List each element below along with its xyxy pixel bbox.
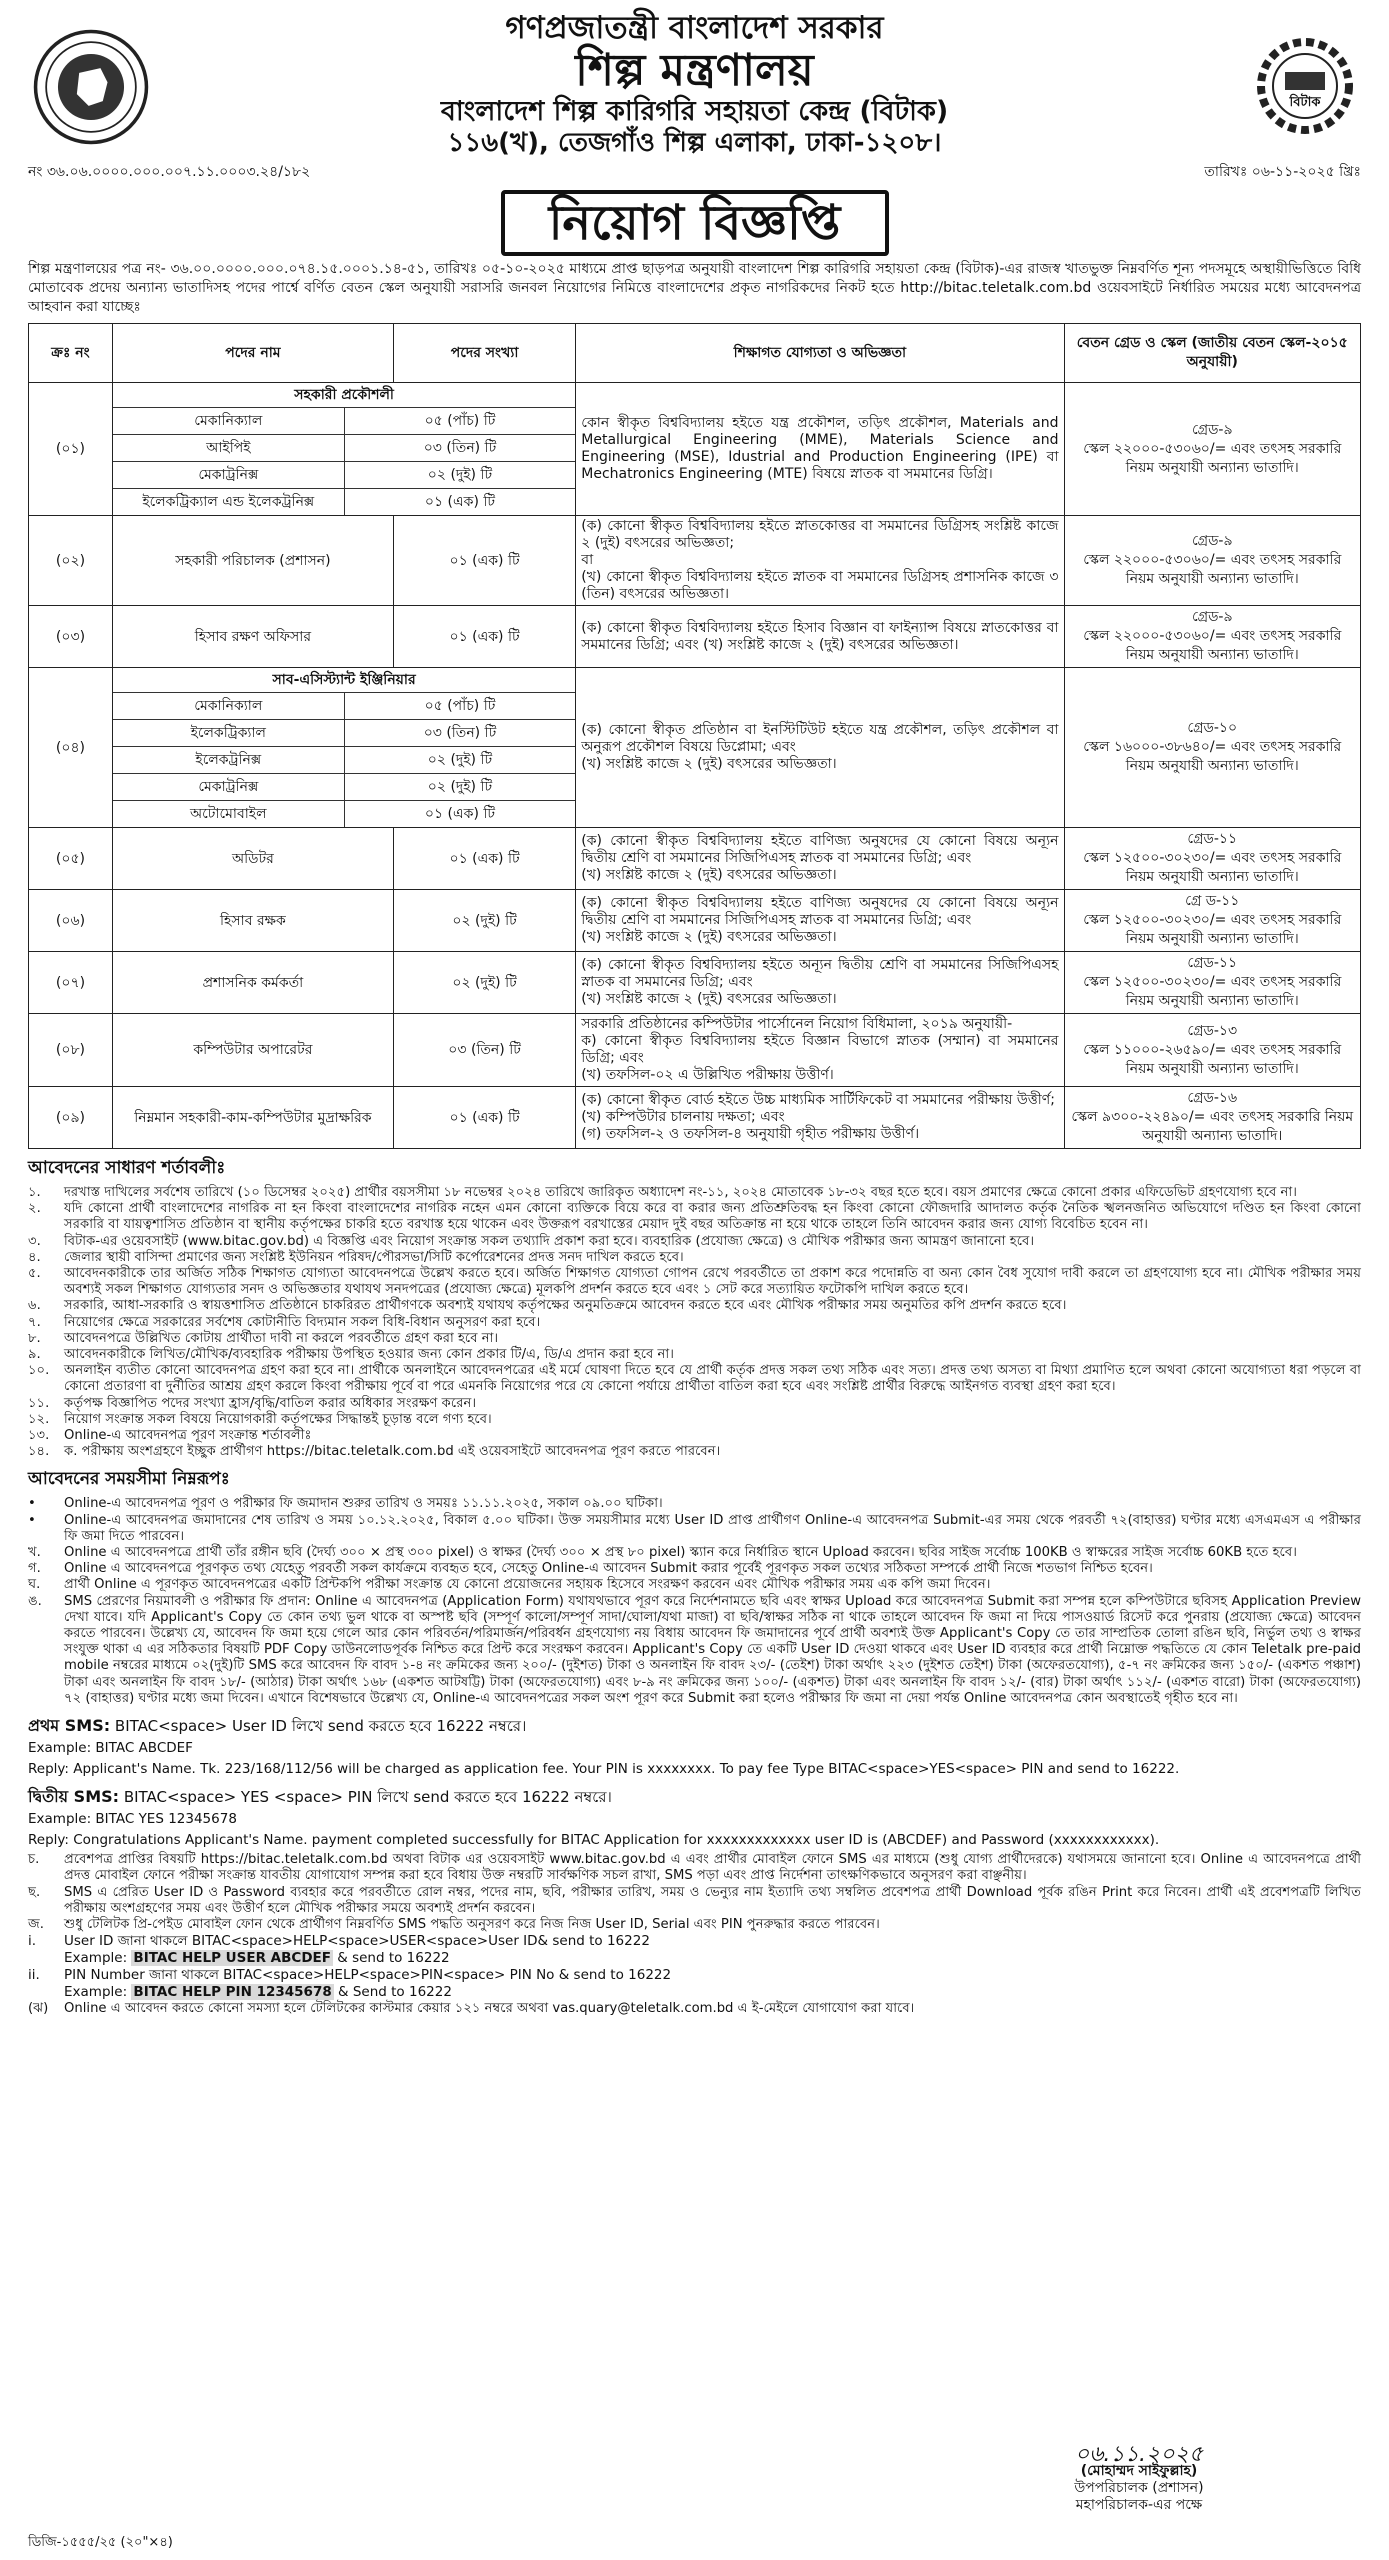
sms1-example: Example: BITAC ABCDEF (28, 1740, 193, 1757)
table-row (29, 516, 1361, 606)
list-item-number: ৭. (28, 1314, 41, 1330)
list-item-number: ২. (28, 1201, 41, 1217)
subitem-name: ইলেকট্রিক্যাল এন্ড ইলেকট্রনিক্স (142, 494, 315, 510)
sms1-label: প্রথম SMS: (28, 1716, 111, 1736)
conditions-heading: আবেদনের সাধারণ শর্তাবলীঃ (28, 1158, 226, 1178)
list-item-number: ৯. (28, 1347, 41, 1363)
sms1-reply: Reply: Applicant's Name. Tk. 223/168/112/56 will be charged as application fee. Your PIN is xxxxxxxx. To pay fee Type BITAC<space>YES<space> PIN and send to 16222. (28, 1761, 1180, 1778)
table-row (29, 606, 1361, 668)
list-item-number: ৪. (28, 1249, 41, 1265)
post-subitem (113, 435, 575, 462)
table-row (29, 383, 1361, 516)
bitac-logo-text: বিটাক (1289, 95, 1321, 110)
subitem-name: মেকানিক্যাল (194, 413, 263, 429)
sms2-label: দ্বিতীয় SMS: (28, 1787, 120, 1807)
intro-paragraph: শিল্প মন্ত্রণালয়ের পত্র নং- ৩৬.০০.০০০০.০০০.০৭৪.১৫.০০০১.১৪-৫১, তারিখঃ ০৫-১০-২০২৫ মাধ্যমে প্রাপ্ত ছাড়পত্র অনুযায়ী বাংলাদেশ শিল্প কারিগরি সহায়তা কেন্দ্র (বিটাক)-এর রাজস্ব খাতভুক্ত নিম্নবর্ণিত শূন্য পদসমূহে অস্থায়ীভিত্তিতে বিধি মোতাবেক প্রদেয় অন্যান্য ভাতাদিসহ পদের পার্শ্বে বর্ণিত বেতন স্কেল অনুযায়ী সরাসরি জনবল নিয়োগের নিমিত্তে বাংলাদেশের প্রকৃত নাগরিকদের নিকট হতে http://bitac.teletalk.com.bd ওয়েবসাইটে নির্ধারিত সময়ের মধ্যে আবেদনপত্র আহবান করা যাচ্ছেঃ (28, 261, 1361, 315)
list-item-text: আবেদনপত্রে উল্লিখিত কোটায় প্রার্থীতা দাবী না করলে পরবর্তীতে গ্রহণ করা হবে না। (64, 1330, 499, 1346)
after-list (28, 1852, 1361, 1933)
helpline-text: Online এ আবেদন করতে কোনো সমস্যা হলে টেলিটকের কাস্টমার কেয়ার ১২১ নম্বরে অথবা vas.quary@teletalk.com.bd এ ই-মেইলে যোগাযোগ করা যাবে। (64, 2001, 915, 2017)
timeline-list (28, 1496, 1361, 1707)
list-item (28, 1298, 1361, 1314)
post-subitem (113, 747, 575, 774)
list-item-number: খ. (28, 1545, 41, 1561)
list-item-number: ১১. (28, 1395, 50, 1411)
list-item-number: ৬. (28, 1298, 41, 1314)
cell-post-name: প্রশাসনিক কর্মকর্তা (112, 952, 393, 1014)
cell-post-count: ০২ (দুই) টি (393, 890, 575, 952)
cell-qualification: (ক) কোনো স্বীকৃত বিশ্ববিদ্যালয় হইতে বাণিজ্য অনুষদের যে কোনো বিষয়ে অন্যূন দ্বিতীয় শ্রেণি বা সমমানের সিজিপিএসহ স্নাতক বা সমমানের ডিগ্রি; এবং (খ) সংশ্লিষ্ট কাজে ২ (দুই) বৎসরের অভিজ্ঞতা। (576, 828, 1064, 890)
cell-serial: (০৯) (29, 1087, 113, 1149)
letterhead (28, 10, 1361, 160)
list-item-text: নিয়োগের ক্ষেত্রে সরকারের সর্বশেষ কোটানীতি বিদ্যমান সকল বিধি-বিধান অনুসরণ করা হবে। (64, 1314, 541, 1330)
conditions-list (28, 1185, 1361, 1460)
subitem-count: ০২ (দুই) টি (344, 462, 576, 488)
list-item-number: ১. (28, 1185, 41, 1200)
post-subitem (113, 693, 575, 720)
list-item-text: প্রবেশপত্র প্রাপ্তির বিষয়টি https://bitac.teletalk.com.bd অথবা বিটাক এর ওয়েবসাইট www.bitac.gov.bd এ এবং প্রার্থীর মোবাইল ফোনে SMS এর মাধ্যমে (শুধু যোগ্য প্রার্থীদেরকে) যথাসময়ে জানানো হবে। Online এ আবেদনপত্রে প্রার্থী প্রদত্ত মোবাইল ফোনে পরীক্ষা সংক্রান্ত যাবতীয় যোগাযোগ সম্পন্ন করা হবে বিধায় উক্ত নম্বরটি সার্বক্ষণিক সচল রাখা, SMS পড়া এবং প্রাপ্ত নির্দেশনা তাৎক্ষণিকভাবে অনুসরণ করা বাঞ্ছনীয়। (64, 1852, 1361, 1884)
cell-grade: গ্রেড-১১ স্কেল ১২৫০০-৩০২৩০/= এবং তৎসহ সরকারি নিয়ম অনুযায়ী অন্যান্য ভাতাদি। (1064, 828, 1361, 890)
list-item-text: দরখাস্ত দাখিলের সর্বশেষ তারিখে (১০ ডিসেম্বর ২০২৫) প্রার্থীর বয়সসীমা ১৮ নভেম্বর ২০২৪ তারিখে জারিকৃত অধ্যাদেশ নং-১১, ২০২৪ মোতাবেক ১৮-৩২ বছর হতে হবে। বয়স প্রমাণের ক্ষেত্রে কোনো প্রকার এফিডেভিট গ্রহণযোগ্য হবে না। (64, 1185, 1297, 1200)
list-item-number: ৫. (28, 1266, 41, 1282)
sms2-reply: Reply: Congratulations Applicant's Name. payment completed successfully for BITAC Application for xxxxxxxxxxxxx user ID is (ABCDEF) and Password (xxxxxxxxxxxx). (28, 1832, 1160, 1849)
list-item (28, 1545, 1361, 1561)
help-user-line: User ID জানা থাকলে BITAC<space>HELP<space>USER<space>User ID& send to 16222 (64, 1933, 650, 1950)
list-item (28, 1428, 1361, 1444)
helpline-item: (ঝ) Online এ আবেদন করতে কোনো সমস্যা হলে টেলিটকের কাস্টমার কেয়ার ১২১ নম্বরে অথবা vas.quary@teletalk.com.bd এ ই-মেইলে যোগাযোগ করা যাবে। (28, 2001, 1361, 2017)
cell-grade: গ্রেড-১০ স্কেল ১৬০০০-৩৮৬৪০/= এবং তৎসহ সরকারি নিয়ম অনুযায়ী অন্যান্য ভাতাদি। (1064, 668, 1361, 828)
post-group-title: সহকারী প্রকৌশলী (113, 383, 575, 408)
posts-table-body (29, 383, 1361, 1149)
subitem-count: ০২ (দুই) টি (344, 774, 576, 800)
cell-grade: গ্রে ড-১১ স্কেল ১২৫০০-৩০২৩০/= এবং তৎসহ সরকারি নিয়ম অনুযায়ী অন্যান্য ভাতাদি। (1064, 890, 1361, 952)
cell-serial: (০৪) (29, 668, 113, 828)
post-subitem (113, 720, 575, 747)
table-row (29, 890, 1361, 952)
list-item (28, 1561, 1361, 1577)
print-code: ডিজি-১৫৫৫/২৫ (২০"×৪) (28, 2535, 173, 2550)
list-item-text: Online-এ আবেদনপত্র জমাদানের শেষ তারিখ ও সময় ১০.১২.২০২৫, বিকাল ৫.০০ ঘটিকা। উক্ত সময়সীমার মধ্যে User ID প্রাপ্ত প্রার্থীগণ Online-এ আবেদনপত্র Submit-এর সময় থেকে পরবর্তী ৭২(বাহাত্তর) ঘণ্টার মধ্যে এসএমএস এ পরীক্ষার ফি জমা দিতে পারবেন। (64, 1512, 1361, 1544)
list-item-number: চ. (28, 1852, 40, 1868)
col-post-count: পদের সংখ্যা (393, 324, 575, 383)
col-qualification: শিক্ষাগত যোগ্যতা ও অভিজ্ঞতা (576, 324, 1064, 383)
list-item (28, 1201, 1361, 1233)
list-item-number: ১২. (28, 1411, 50, 1427)
list-item-text: SMS প্রেরণের নিয়মাবলী ও পরীক্ষার ফি প্রদান: Online এ আবেদনপত্র (Application Form) যথাযথভাবে পূরণ করে নির্দেশনামতে ছবি এবং স্বাক্ষর Upload করে আবেদনপত্র Submit করা সম্পন্ন হলে কম্পিউটারে ছবিসহ Application Preview দেখা যাবে। যদি Applicant's Copy তে কোন তথ্য ভুল থাকে বা অস্পষ্ট ছবি (সম্পূর্ণ কালো/সম্পূর্ণ সাদা/ঘোলা/যথা মাজা) বা ছবি/স্বাক্ষর সঠিক না থাকে তাহলে আবেদন ফি জমা না দিয়ে পাসওয়ার্ড রিসেট করে পুনরায় (প্রযোজ্য ক্ষেত্রে) আবেদন করতে পারবেন। উল্লেখ্য যে, আবেদন ফি জমা হয়ে গেলে আর কোন পরিবর্তন/পরিমার্জন/পরিবর্ধন গ্রহণযোগ্য নয় বিধায় আবেদন ফি জমাদানের পূর্বে প্রার্থী অবশ্যই উক্ত Applicant's Copy তে তার সাম্প্রতিক তোলা রঙিন ছবি, নির্ভুল তথ্য ও স্বাক্ষর সংযুক্ত থাকা এ এর সঠিকতার বিষয়টি PDF Copy ডাউনলোডপূর্বক নিশ্চিত করে প্রিন্ট করে সংরক্ষণ করবেন। Applicant's Copy তে একটি User ID দেওয়া থাকবে এবং User ID ব্যবহার করে প্রার্থী নিম্নোক্ত পদ্ধতিতে যে কোন Teletalk pre-paid mobile নম্বরের মাধ্যমে ০২(দুই)টি SMS করে আবেদন ফি বাবদ ১-৪ নং ক্রমিকের জন্য ২০০/- (দুইশত) টাকা ও অনলাইন ফি বাবদ ২৩/- (তেইশ) টাকা অর্থাৎ ২২৩ (দুইশত তেইশ) টাকা (অফেরতযোগ্য), ৫-৭ নং ক্রমিকের জন্য ১৫০/- (একশত পঞ্চাশ) টাকা এবং অনলাইন ফি বাবদ ১৮/- (আঠার) টাকা অর্থাৎ ১৬৮ (একশত আটষট্টি) টাকা (অফেরতযোগ্য) এবং ৮-৯ নং ক্রমিকের জন্য ১০০/- (একশত) টাকা এবং অনলাইন ফি বাবদ ১২/- (বার) টাকা অর্থাৎ ১১২/- (একশত বারো) টাকা (অফেরতযোগ্য) ৭২ (বাহাত্তর) ঘণ্টার মধ্যে জমা দিবেন। এখানে বিশেষভাবে উল্লেখ্য যে, Online-এ আবেদনপত্রের সকল অংশ পূরণ করে Submit করা হলেও পরীক্ষার ফি জমা না দেয়া পর্যন্ত Online আবেদনপত্র কোন অবস্থাতেই গৃহীত হবে না। (64, 1593, 1361, 1706)
list-item (28, 1347, 1361, 1363)
cell-grade: গ্রেড-৯ স্কেল ২২০০০-৫৩০৬০/= এবং তৎসহ সরকারি নিয়ম অনুযায়ী অন্যান্য ভাতাদি। (1064, 606, 1361, 668)
government-seal-icon (32, 28, 150, 146)
list-item-number: ঙ. (28, 1593, 42, 1609)
subitem-name: মেকাট্রনিক্স (198, 467, 259, 483)
list-item-number: ৮. (28, 1330, 41, 1346)
help-user-item: i. User ID জানা থাকলে BITAC<space>HELP<space>USER<space>User ID& send to 16222 Example: BITAC HELP USER ABCDEF & send to 16222 (28, 1933, 650, 1967)
subitem-count: ০১ (এক) টি (344, 489, 576, 515)
list-item-text: SMS এ প্রেরিত User ID ও Password ব্যবহার করে পরবর্তীতে রোল নম্বর, পদের নাম, ছবি, পরীক্ষার তারিখ, সময় ও ভেন্যুর নাম ইত্যাদি তথ্য সম্বলিত প্রবেশপত্র প্রার্থী Download পূর্বক রঙিন Print করে নিবেন। প্রার্থী এই প্রবেশপত্রটি লিখিত পরীক্ষায় অংশগ্রহণের সময় এবং উত্তীর্ণ হলে মৌখিক পরীক্ষার সময়ে অবশ্যই প্রদর্শন করবেন। (64, 1884, 1361, 1916)
bitac-logo-icon (1255, 36, 1355, 136)
cell-post-name: সহকারী পরিচালক (প্রশাসন) (112, 516, 393, 606)
sms1-block (28, 1713, 1361, 1740)
list-item (28, 1577, 1361, 1593)
cell-post-name: কম্পিউটার অপারেটর (112, 1014, 393, 1087)
list-item (28, 1412, 1361, 1428)
list-item (28, 1234, 1361, 1250)
cell-serial: (০১) (29, 383, 113, 516)
list-item-text: Online এ আবেদনপত্রে প্রার্থী তাঁর রঙ্গীন ছবি (দৈর্ঘ্য ৩০০ × প্রস্থ ৩০০ pixel) ও স্বাক্ষর (দৈর্ঘ্য ৩০০ × প্রস্থ ৮০ pixel) স্ক্যান করে নির্ধারিত স্থানে Upload করবেন। ছবির সাইজ সর্বোচ্চ 100KB ও স্বাক্ষরের সাইজ সর্বোচ্চ 60KB হতে হবে। (64, 1545, 1297, 1561)
table-row (29, 1014, 1361, 1087)
cell-serial: (০৮) (29, 1014, 113, 1087)
list-item-text: Online-এ আবেদনপত্র পূরণ ও পরীক্ষার ফি জমাদান শুরুর তারিখ ও সময়ঃ ১১.১১.২০২৫, সকাল ০৯.০০ ঘটিকা। (64, 1496, 663, 1512)
cell-qualification: (ক) কোনো স্বীকৃত বিশ্ববিদ্যালয় হইতে বাণিজ্য অনুষদের যে কোনো বিষয়ে অন্যূন দ্বিতীয় শ্রেণি বা সমমানের সিজিপিএসহ স্নাতক বা সমমানের ডিগ্রি; এবং (খ) সংশ্লিষ্ট কাজে ২ (দুই) বৎসরের অভিজ্ঞতা। (576, 890, 1064, 952)
list-item-text: আবেদনকারীকে তার অর্জিত সঠিক শিক্ষাগত যোগ্যতা আবেদনপত্রে উল্লেখ করতে হবে। অর্জিত শিক্ষাগত যোগ্যতা গোপন রেখে পরবর্তীতে তা প্রকাশ করে পদোন্নতি বা অন্য কোন বৈধ সুযোগ দাবী করলে তা গ্রহণযোগ্য হবে না। মৌখিক পরীক্ষার সময় অবশ্যই সকল শিক্ষাগত যোগ্যতার সনদ ও অভিজ্ঞতার যথাযথ সনদপত্রের (প্রযোজ্য ক্ষেত্রে) মূলকপি প্রদর্শন করতে হবে এবং ১ সেট করে সত্যায়িত ফটোকপি দাখিল করতে হবে। (64, 1266, 1361, 1298)
list-item-number: ১৪. (28, 1444, 50, 1460)
ministry-name: শিল্প মন্ত্রণালয় (575, 45, 814, 96)
header-line1: গণপ্রজাতন্ত্রী বাংলাদেশ সরকার (505, 10, 884, 46)
cell-post-name: অডিটর (112, 828, 393, 890)
help-pin-line: PIN Number জানা থাকলে BITAC<space>HELP<space>PIN<space> PIN No & send to 16222 (64, 1967, 672, 1984)
list-item-number: • (28, 1496, 36, 1512)
cell-post-count: ০১ (এক) টি (393, 1087, 575, 1149)
notice-title: নিয়োগ বিজ্ঞপ্তি (501, 190, 889, 256)
cell-grade: গ্রেড-১৩ স্কেল ১১০০০-২৬৫৯০/= এবং তৎসহ সরকারি নিয়ম অনুযায়ী অন্যান্য ভাতাদি। (1064, 1014, 1361, 1087)
list-item (28, 1496, 1361, 1512)
cell-post-count: ০৩ (তিন) টি (393, 1014, 575, 1087)
cell-qualification: সরকারি প্রতিষ্ঠানের কম্পিউটার পার্সোনেল নিয়োগ বিধিমালা, ২০১৯ অনুযায়ী- ক) কোনো স্বীকৃত বিশ্ববিদ্যালয় হইতে বিজ্ঞান বিভাগে স্নাতক (সম্মান) বা সমমানের ডিগ্রি; এবং (খ) তফসিল-০২ এ উল্লিখিত পরীক্ষায় উত্তীর্ণ। (576, 1014, 1064, 1087)
list-item-text: অনলাইন ব্যতীত কোনো আবেদনপত্র গ্রহণ করা হবে না। প্রার্থীকে অনলাইনে আবেদনপত্রের এই মর্মে ঘোষণা দিতে হবে যে প্রার্থী কর্তৃক প্রদত্ত সকল তথ্য সঠিক এবং সত্য। প্রদত্ত তথ্য অসত্য বা মিথ্যা প্রমাণিত হলে অথবা কোনো অযোগ্যতা ধরা পড়লে বা কোনো প্রতারণা বা দুর্নীতির আশ্রয় গ্রহণ করলে কিংবা পরীক্ষায় পূর্বে বা পরে এমনকি নিয়োগের পরে যে কোনো পর্যায়ে প্রার্থীতা বাতিল করা হবে এবং সংশ্লিষ্ট প্রার্থীর বিরুদ্ধে আইনগত ব্যবস্থা গ্রহণ করা হবে। (64, 1363, 1361, 1395)
cell-grade: গ্রেড-৯ স্কেল ২২০০০-৫৩০৬০/= এবং তৎসহ সরকারি নিয়ম অনুযায়ী অন্যান্য ভাতাদি। (1064, 383, 1361, 516)
subitem-name: ইলেকট্রিক্যাল (190, 725, 266, 741)
organization-name: বাংলাদেশ শিল্প কারিগরি সহায়তা কেন্দ্র (বিটাক) (440, 96, 949, 127)
list-item-text: প্রার্থী Online এ পূরণকৃত আবেদনপত্রের একটি প্রিন্টকপি পরীক্ষা সংক্রান্ত যে কোনো প্রয়োজনের সহায়ক হিসেবে সংরক্ষণ করবেন এবং মৌখিক পরীক্ষার সময় এক কপি জমা দিবেন। (64, 1577, 991, 1593)
list-item-text: সরকারি, আধা-সরকারি ও স্বায়ত্তশাসিত প্রতিষ্ঠানে চাকরিরত প্রার্থীগণকে অবশ্যই যথাযথ কর্তৃপক্ষের অনুমতিক্রমে আবেদন করতে হবে এবং মৌখিক পরীক্ষার সময় অনুমতির কপি প্রদর্শন করতে হবে। (64, 1298, 1067, 1314)
table-header-row (29, 324, 1361, 383)
subitem-count: ০১ (এক) টি (344, 801, 576, 827)
cell-serial: (০২) (29, 516, 113, 606)
list-item (28, 1513, 1361, 1545)
memo-row (28, 160, 1361, 184)
post-subitem (113, 408, 575, 435)
cell-serial: (০৭) (29, 952, 113, 1014)
list-item-number: • (28, 1512, 36, 1528)
cell-post-name: নিম্নমান সহকারী-কাম-কম্পিউটার মুদ্রাক্ষরিক (112, 1087, 393, 1149)
subitem-count: ০৩ (তিন) টি (344, 435, 576, 461)
col-grade: বেতন গ্রেড ও স্কেল (জাতীয় বেতন স্কেল-২০১৫ অনুযায়ী) (1064, 324, 1361, 383)
post-subitem (113, 489, 575, 515)
list-item (28, 1266, 1361, 1298)
list-item-number: ১০. (28, 1363, 50, 1379)
list-item-text: শুধু টেলিটক প্রি-পেইড মোবাইল ফোন থেকে প্রার্থীগণ নিম্নবর্ণিত SMS পদ্ধতি অনুসরণ করে নিজ নিজ User ID, Serial এবং PIN পুনরুদ্ধার করতে পারবেন। (64, 1916, 880, 1932)
list-item (28, 1331, 1361, 1347)
list-item (28, 1444, 1361, 1460)
table-row (29, 952, 1361, 1014)
subitem-count: ০২ (দুই) টি (344, 747, 576, 773)
list-item-text: আবেদনকারীকে লিখিত/মৌখিক/ব্যবহারিক পরীক্ষায় উপস্থিত হওয়ার জন্য কোন প্রকার টি/এ, ডি/এ প্রদান করা হবে না। (64, 1347, 674, 1363)
list-item (28, 1363, 1361, 1395)
help-user-example-prefix: Example: (64, 1950, 132, 1967)
posts-table (28, 323, 1361, 1149)
cell-post-count: ০২ (দুই) টি (393, 952, 575, 1014)
list-item-number: গ. (28, 1561, 41, 1577)
cell-serial: (০৬) (29, 890, 113, 952)
cell-post-name-group (112, 383, 575, 516)
col-serial: ক্রঃ নং (29, 324, 113, 383)
signature-block (1009, 2442, 1269, 2514)
subitem-name: আইপিই (206, 440, 251, 456)
list-item (28, 1315, 1361, 1331)
cell-grade: গ্রেড-১১ স্কেল ১২৫০০-৩০২৩০/= এবং তৎসহ সরকারি নিয়ম অনুযায়ী অন্যান্য ভাতাদি। (1064, 952, 1361, 1014)
list-item (28, 1185, 1361, 1201)
cell-qualification: (ক) কোনো স্বীকৃত বিশ্ববিদ্যালয় হইতে অন্যূন দ্বিতীয় শ্রেণি বা সমমানের সিজিপিএসহ স্নাতক বা সমমানের ডিগ্রি; এবং (খ) সংশ্লিষ্ট কাজে ২ (দুই) বৎসরের অভিজ্ঞতা। (576, 952, 1064, 1014)
list-item-text: যদি কোনো প্রার্থী বাংলাদেশের নাগরিক না হন কিংবা বাংলাদেশের নাগরিক নহেন এমন কোনো ব্যক্তিকে বিয়ে করে বা করার জন্য প্রতিশ্রুতিবদ্ধ হন কিংবা কোনো ফৌজদারি আদালত কর্তৃক নৈতিক স্খলনজনিত অভিযোগে দণ্ডিত হন কিংবা কোনো সরকারি বা যায়ত্বশাসিত প্রতিষ্ঠান বা স্থানীয় কর্তৃপক্ষের চাকরি হতে বরখাস্ত হয়ে থাকেন এবং উক্তরূপ বরখাস্তের মেয়াদ দুই বছর অতিক্রান্ত না হয়ে থাকে তাহলে তিনি আবেদন করার জন্য যোগ্য বিবেচিত হবেন না। (64, 1201, 1361, 1233)
cell-post-name: হিসাব রক্ষণ অফিসার (112, 606, 393, 668)
help-pin-example-suffix: & Send to 16222 (333, 1984, 452, 2001)
cell-qualification: (ক) কোনো স্বীকৃত বিশ্ববিদ্যালয় হইতে স্নাতকোত্তর বা সমমানের ডিগ্রিসহ সংশ্লিষ্ট কাজে ২ (দুই) বৎসরের অভিজ্ঞতা; বা (খ) কোনো স্বীকৃত বিশ্ববিদ্যালয় হইতে স্নাতক বা সমমানের ডিগ্রিসহ প্রশাসনিক কাজে ৩ (তিন) বৎসরের অভিজ্ঞতা। (576, 516, 1064, 606)
list-item-text: কর্তৃপক্ষ বিজ্ঞাপিত পদের সংখ্যা হ্রাস/বৃদ্ধি/বাতিল করার অধিকার সংরক্ষণ করেন। (64, 1395, 477, 1411)
signatory-for: মহাপরিচালক-এর পক্ষে (1075, 2497, 1203, 2513)
sms1-instruction: BITAC<space> User ID লিখে send করতে হবে 16222 নম্বরে। (114, 1717, 527, 1736)
cell-post-name-group (112, 668, 575, 828)
subitem-name: মেকাট্রনিক্স (198, 779, 259, 795)
cell-qualification: (ক) কোনো স্বীকৃত বোর্ড হইতে উচ্চ মাধ্যমিক সার্টিফিকেট বা সমমানের পরীক্ষায় উত্তীর্ণ; (খ) কম্পিউটার চালনায় দক্ষতা; এবং (গ) তফসিল-২ ও তফসিল-৪ অনুযায়ী গৃহীত পরীক্ষায় উত্তীর্ণ। (576, 1087, 1064, 1149)
cell-grade: গ্রেড-৯ স্কেল ২২০০০-৫৩০৬০/= এবং তৎসহ সরকারি নিয়ম অনুযায়ী অন্যান্য ভাতাদি। (1064, 516, 1361, 606)
subitem-count: ০৩ (তিন) টি (344, 720, 576, 746)
list-item-text: ক. পরীক্ষায় অংশগ্রহণে ইচ্ছুক প্রার্থীগণ https://bitac.teletalk.com.bd এই ওয়েবসাইটে আবেদনপত্র পূরণ করতে পারবেন। (64, 1444, 721, 1460)
cell-qualification: কোন স্বীকৃত বিশ্ববিদ্যালয় হইতে যন্ত্র প্রকৌশল, তড়িৎ প্রকৌশল, Materials and Metallurgical Engineering (MME), Materials Science and Engineering (MSE), Idustrial and Production Engineering (IPE) বা Mechatronics Engineering (MTE) বিষয়ে স্নাতক বা সমমানের ডিগ্রি। (576, 383, 1064, 516)
sms2-instruction: BITAC<space> YES <space> PIN লিখে send করতে হবে 16222 নম্বরে। (123, 1788, 612, 1807)
subitem-name: অটোমোবাইল (190, 806, 267, 822)
cell-serial: (০৫) (29, 828, 113, 890)
list-item-text: জেলার স্থায়ী বাসিন্দা প্রমাণের জন্য সংশ্লিষ্ট ইউনিয়ন পরিষদ/পৌরসভা/সিটি কর্পোরেশনের প্রদত্ত সনদ দাখিল করতে হবে। (64, 1249, 684, 1265)
list-item (28, 1396, 1361, 1412)
cell-grade: গ্রেড-১৬ স্কেল ৯৩০০-২২৪৯০/= এবং তৎসহ সরকারি নিয়ম অনুযায়ী অন্যান্য ভাতাদি। (1064, 1087, 1361, 1149)
cell-qualification: (ক) কোনো স্বীকৃত প্রতিষ্ঠান বা ইনস্টিটিউট হইতে যন্ত্র প্রকৌশল, তড়িৎ প্রকৌশল বা অনুরূপ প্রকৌশল বিষয়ে ডিপ্লোমা; এবং (খ) সংশ্লিষ্ট কাজে ২ (দুই) বৎসরের অভিজ্ঞতা। (576, 668, 1064, 828)
list-item-text: Online-এ আবেদনপত্র পূরণ সংক্রান্ত শর্তাবলীঃ (64, 1428, 312, 1444)
help-pin-example: BITAC HELP PIN 12345678 (133, 1984, 332, 2001)
sms2-example: Example: BITAC YES 12345678 (28, 1811, 237, 1828)
help-user-example-suffix: & send to 16222 (332, 1950, 450, 1967)
list-item-text: নিয়োগ সংক্রান্ত সকল বিষয়ে নিয়োগকারী কর্তৃপক্ষের সিদ্ধান্তই চূড়ান্ত বলে গণ্য হবে। (64, 1411, 492, 1427)
cell-post-count: ০১ (এক) টি (393, 606, 575, 668)
list-item (28, 1852, 1361, 1884)
list-item (28, 1594, 1361, 1707)
cell-qualification: (ক) কোনো স্বীকৃত বিশ্ববিদ্যালয় হইতে হিসাব বিজ্ঞান বা ফাইন্যান্স বিষয়ে স্নাতকোত্তর বা সমমানের ডিগ্রি; এবং (খ) সংশ্লিষ্ট কাজে ২ (দুই) বৎসরের অভিজ্ঞতা। (576, 606, 1064, 668)
signature-date: ০৬.১১.২০২৫ (1074, 2442, 1204, 2467)
signatory-designation: উপপরিচালক (প্রশাসন) (1074, 2480, 1204, 2496)
cell-serial: (০৩) (29, 606, 113, 668)
post-subitem (113, 462, 575, 489)
help-user-example: BITAC HELP USER ABCDEF (133, 1950, 331, 1967)
memo-number: নং ৩৬.০৬.০০০০.০০০.০০৭.১১.০০০৩.২৪/১৮২ (28, 164, 311, 180)
col-post-name: পদের নাম (112, 324, 393, 383)
list-item-number: ঘ. (28, 1577, 41, 1593)
cell-post-count: ০১ (এক) টি (393, 828, 575, 890)
list-item-number: ৩. (28, 1233, 41, 1249)
subitem-name: ইলেকট্রনিক্স (195, 752, 262, 768)
post-group-title: সাব-এসিস্ট্যান্ট ইঞ্জিনিয়ার (113, 668, 575, 693)
table-row (29, 828, 1361, 890)
signatory-name: (মোহাম্মদ সাইফুল্লাহ) (1080, 2463, 1198, 2479)
memo-date: তারিখঃ ০৬-১১-২০২৫ খ্রিঃ (1204, 164, 1361, 180)
post-subitem (113, 801, 575, 827)
subitem-name: মেকানিক্যাল (194, 698, 263, 714)
table-row (29, 1087, 1361, 1149)
timeline-heading: আবেদনের সময়সীমা নিম্নরূপঃ (28, 1469, 230, 1490)
help-pin-example-prefix: Example: (64, 1984, 132, 2001)
table-row (29, 668, 1361, 828)
subitem-count: ০৫ (পাঁচ) টি (344, 408, 576, 434)
list-item-number: ছ. (28, 1884, 41, 1900)
post-subitem (113, 774, 575, 801)
list-item-number: জ. (28, 1916, 44, 1932)
list-item-text: Online এ আবেদনপত্রে পূরণকৃত তথ্য যেহেতু পরবর্তী সকল কার্যক্রমে ব্যবহৃত হবে, সেহেতু Online-এ আবেদন Submit করার পূর্বেই পূরণকৃত সকল তথ্যের সঠিকতা সম্পর্কে প্রার্থী নিজে শতভাগ নিশ্চিত হবেন। (64, 1561, 1153, 1577)
list-item-number: ১৩. (28, 1428, 50, 1444)
organization-address: ১১৬(খ), তেজগাঁও শিল্প এলাকা, ঢাকা-১২০৮। (447, 128, 942, 158)
sms2-block (28, 1784, 1361, 1811)
list-item (28, 1250, 1361, 1266)
subitem-count: ০৫ (পাঁচ) টি (344, 693, 576, 719)
list-item-text: বিটাক-এর ওয়েবসাইট (www.bitac.gov.bd) এ বিজ্ঞপ্তি এবং নিয়োগ সংক্রান্ত সকল তথ্যাদি প্রকাশ করা হবে। ব্যবহারিক (প্রযোজ্য ক্ষেত্রে) ও মৌখিক পরীক্ষার জন্য আমন্ত্রণ জানানো হবে। (64, 1233, 1035, 1249)
cell-post-name: হিসাব রক্ষক (112, 890, 393, 952)
cell-post-count: ০১ (এক) টি (393, 516, 575, 606)
list-item (28, 1885, 1361, 1917)
help-pin-item: ii. PIN Number জানা থাকলে BITAC<space>HELP<space>PIN<space> PIN No & send to 16222 Example: BITAC HELP PIN 12345678 & Send to 16222 (28, 1967, 672, 2001)
list-item (28, 1917, 1361, 1933)
